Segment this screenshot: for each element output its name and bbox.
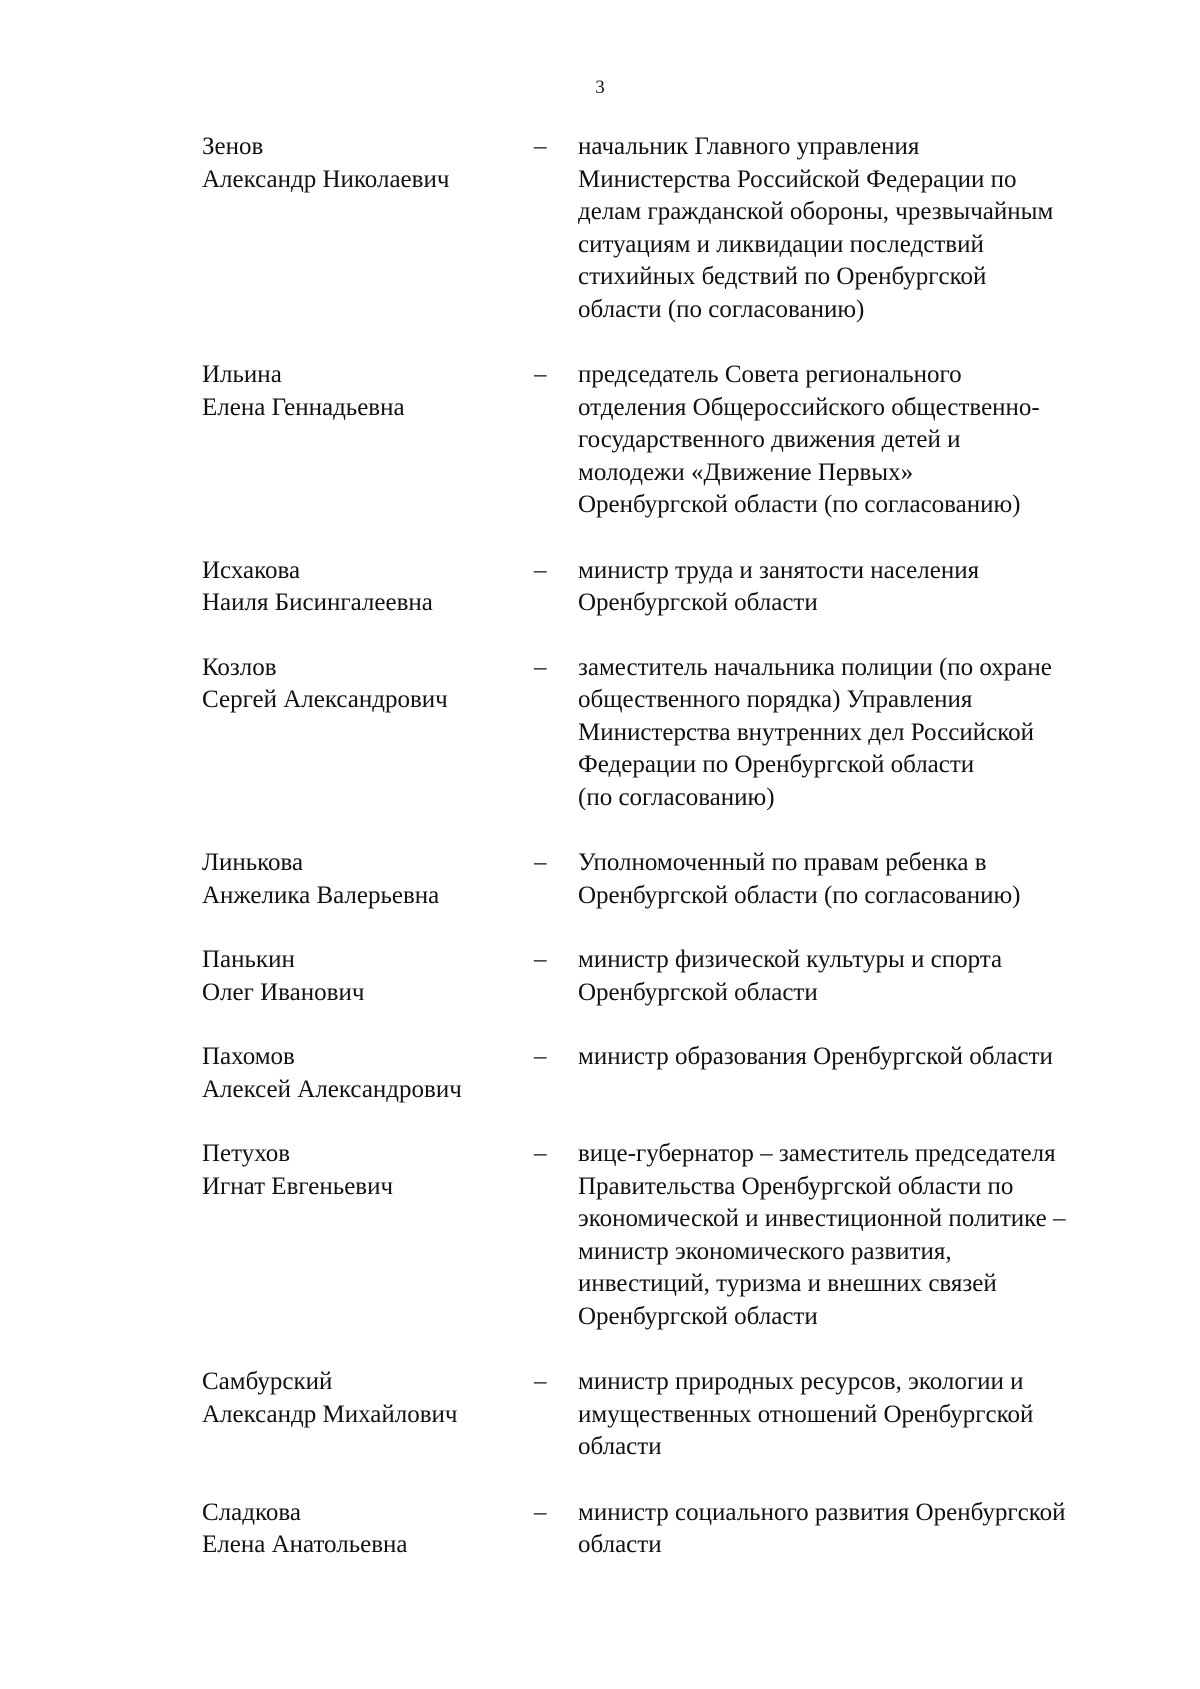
- member-entry-iskhakova: [202, 555, 1162, 620]
- member-entry-pakhomov: [202, 1041, 1162, 1106]
- member-role: [578, 555, 1138, 620]
- member-given-name: Наиля Бисингалеевна: [202, 589, 433, 616]
- role-line: Оренбургской области: [578, 1302, 818, 1330]
- member-surname: Петухов: [202, 1140, 291, 1167]
- dash-separator: –: [534, 1043, 547, 1070]
- role-line: Федерации по Оренбургской области: [578, 751, 975, 778]
- role-line: молодежи «Движение Первых»: [578, 458, 914, 486]
- member-surname: Козлов: [202, 653, 277, 681]
- role-line: начальник Главного управления: [578, 133, 920, 160]
- member-entry-ilyina: [202, 359, 1162, 522]
- member-given-name: Алексей Александрович: [202, 1075, 462, 1103]
- member-surname: Линькова: [202, 849, 304, 876]
- member-surname: Ильина: [202, 361, 282, 388]
- role-line: общественного порядка) Управления: [578, 686, 973, 713]
- member-given-name: Елена Анатольевна: [202, 1531, 408, 1558]
- dash-separator: –: [534, 361, 547, 388]
- dash-separator: –: [534, 1368, 547, 1395]
- member-role: [578, 1138, 1138, 1333]
- member-name: [202, 359, 534, 424]
- role-line: инвестиций, туризма и внешних связей: [578, 1270, 997, 1297]
- member-role: [578, 652, 1138, 815]
- dash-separator: –: [534, 1140, 547, 1167]
- role-line: Оренбургской области: [578, 978, 818, 1006]
- role-line: имущественных отношений Оренбургской: [578, 1400, 1034, 1428]
- member-entry-linkova: [202, 847, 1162, 912]
- member-entry-pankin: [202, 944, 1162, 1009]
- member-name: [202, 944, 534, 1009]
- member-surname: Панькин: [202, 946, 295, 973]
- dash-separator: –: [534, 133, 547, 160]
- member-entry-kozlov: [202, 652, 1162, 815]
- role-line: области: [578, 1433, 662, 1460]
- member-role: [578, 1366, 1138, 1464]
- member-role: [578, 847, 1138, 912]
- role-line: заместитель начальника полиции (по охране: [578, 653, 1052, 681]
- member-entry-sambursky: [202, 1366, 1162, 1464]
- role-line: Оренбургской области (по согласованию): [578, 491, 1021, 518]
- member-entry-petukhov: [202, 1138, 1162, 1333]
- member-role: [578, 359, 1138, 522]
- role-line: области: [578, 1531, 662, 1558]
- role-line: министр образования Оренбургской области: [578, 1043, 1053, 1070]
- role-line: министр труда и занятости населения: [578, 556, 980, 584]
- dash-separator: –: [534, 1498, 547, 1526]
- role-line: председатель Совета регионального: [578, 361, 962, 388]
- role-line: министр экономического развития,: [578, 1237, 952, 1265]
- role-line: Оренбургской области: [578, 589, 818, 616]
- role-line: (по согласованию): [578, 783, 775, 811]
- member-name: [202, 555, 534, 620]
- role-line: государственного движения детей и: [578, 426, 961, 453]
- role-line: Правительства Оренбургской области по: [578, 1172, 1014, 1200]
- member-surname: Исхакова: [202, 556, 301, 584]
- member-role: [578, 1041, 1138, 1074]
- role-line: стихийных бедствий по Оренбургской: [578, 263, 987, 290]
- role-line: министр физической культуры и спорта: [578, 946, 1003, 973]
- role-line: области (по согласованию): [578, 295, 865, 323]
- role-line: ситуациям и ликвидации последствий: [578, 230, 984, 258]
- member-name: [202, 1138, 534, 1203]
- member-given-name: Елена Геннадьевна: [202, 393, 405, 421]
- role-line: делам гражданской обороны, чрезвычайным: [578, 198, 1054, 225]
- role-line: экономической и инвестиционной политике –: [578, 1205, 1066, 1232]
- member-name: [202, 652, 534, 717]
- member-surname: Зенов: [202, 133, 264, 160]
- dash-separator: –: [534, 556, 547, 584]
- role-line: министр природных ресурсов, экологии и: [578, 1368, 1024, 1395]
- member-given-name: Александр Михайлович: [202, 1400, 458, 1428]
- role-line: Министерства внутренних дел Российской: [578, 718, 1034, 746]
- dash-separator: –: [534, 946, 547, 973]
- member-name: [202, 1366, 534, 1431]
- role-line: Министерства Российской Федерации по: [578, 165, 1017, 193]
- role-line: вице-губернатор – заместитель председателя: [578, 1140, 1056, 1167]
- dash-separator: –: [534, 653, 547, 681]
- member-name: [202, 847, 534, 912]
- member-given-name: Сергей Александрович: [202, 686, 448, 713]
- role-line: отделения Общероссийского общественно-: [578, 393, 1040, 421]
- member-role: [578, 1497, 1138, 1562]
- role-line: министр социального развития Оренбургской: [578, 1498, 1066, 1526]
- member-name: [202, 131, 534, 196]
- member-given-name: Анжелика Валерьевна: [202, 881, 440, 909]
- page-number: 3: [595, 77, 605, 98]
- member-given-name: Игнат Евгеньевич: [202, 1172, 394, 1200]
- member-entry-zenov: [202, 131, 1162, 326]
- role-line: Уполномоченный по правам ребенка в: [578, 849, 987, 876]
- member-surname: Пахомов: [202, 1043, 295, 1070]
- member-given-name: Олег Иванович: [202, 978, 365, 1006]
- member-entry-sladkova: [202, 1497, 1162, 1562]
- member-surname: Самбурский: [202, 1368, 333, 1395]
- role-line: Оренбургской области (по согласованию): [578, 881, 1021, 909]
- member-surname: Сладкова: [202, 1498, 301, 1526]
- member-role: [578, 944, 1138, 1009]
- member-role: [578, 131, 1138, 326]
- member-name: [202, 1497, 534, 1562]
- dash-separator: –: [534, 849, 547, 876]
- member-list: [202, 131, 1162, 1562]
- member-name: [202, 1041, 534, 1106]
- member-given-name: Александр Николаевич: [202, 165, 450, 193]
